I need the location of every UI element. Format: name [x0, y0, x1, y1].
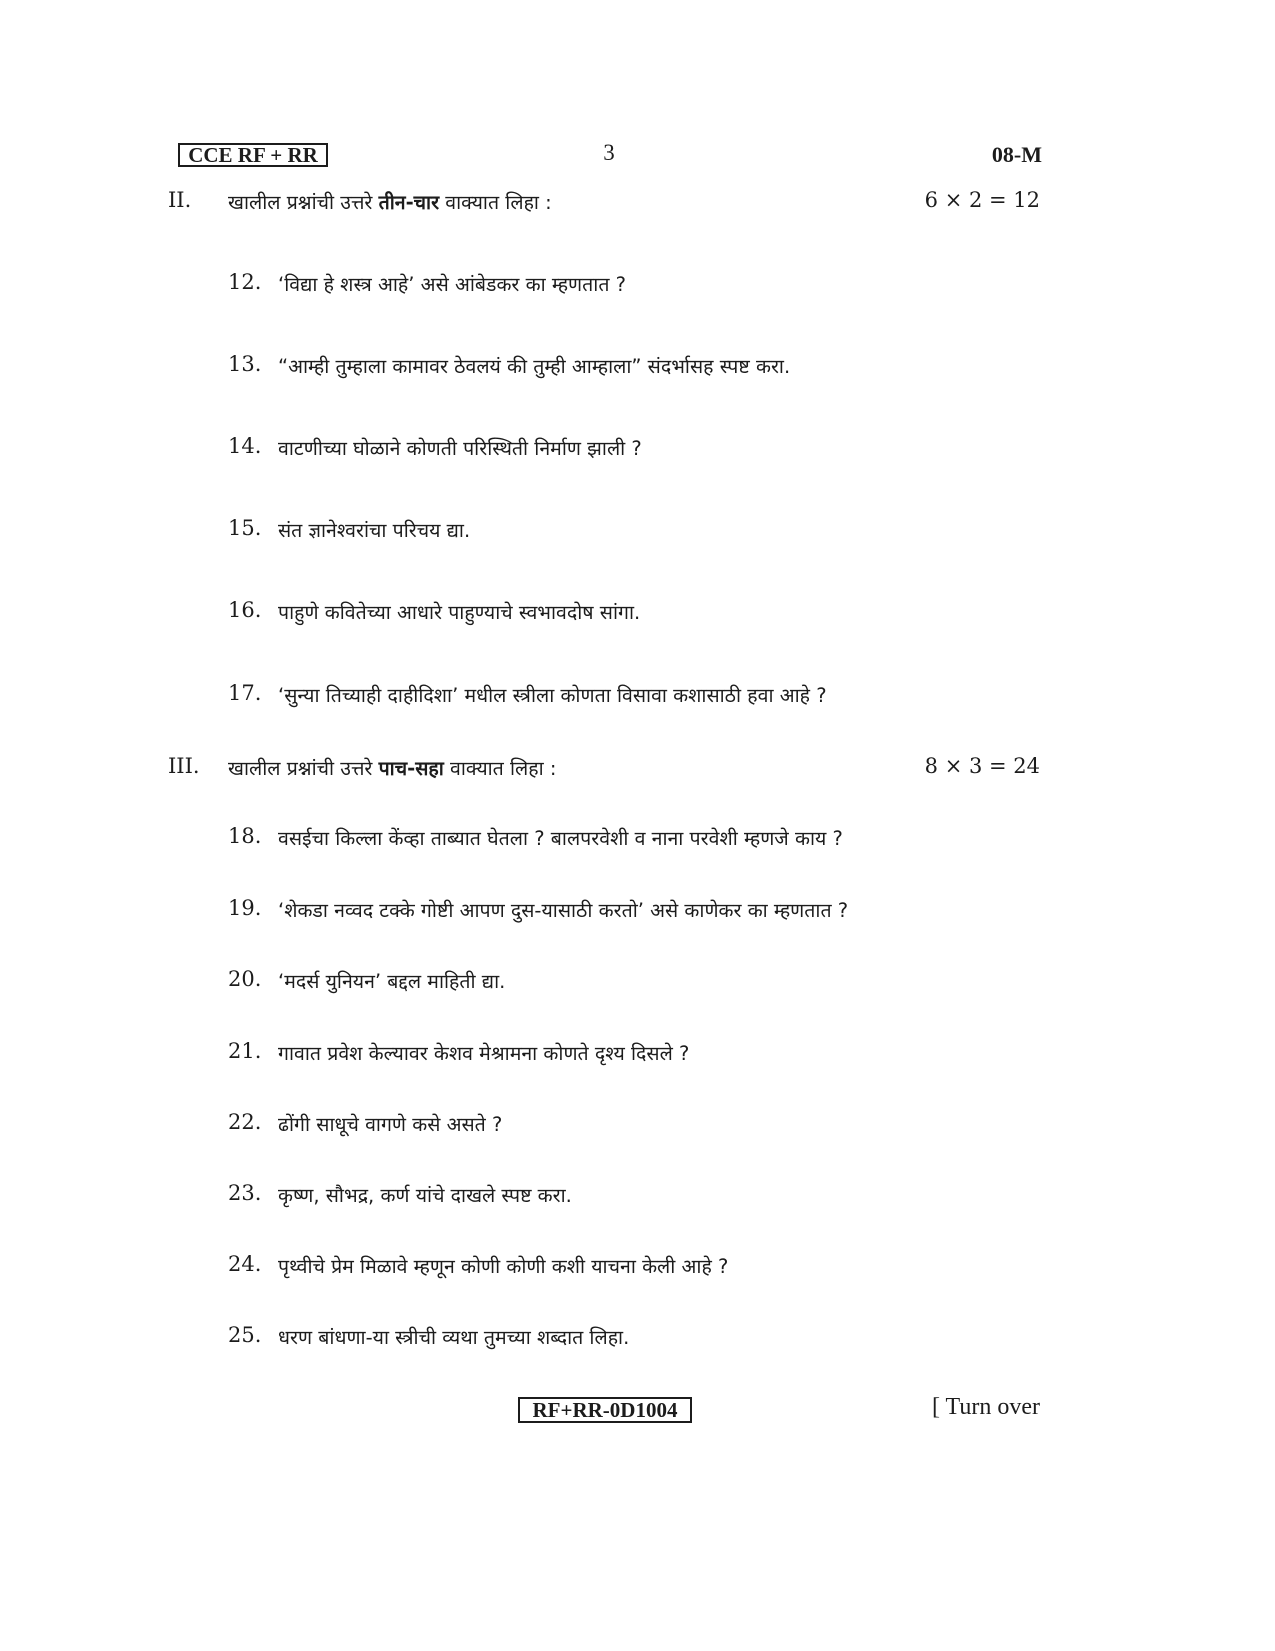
instruction-text: खालील प्रश्नांची उत्तरे	[228, 191, 379, 214]
question-text: ‘सुन्या तिच्याही दाहीदिशा’ मधील स्त्रीला कोणता विसावा कशासाठी हवा आहे ?	[278, 684, 827, 707]
question-number: 23.	[228, 1181, 262, 1205]
question-number: 13.	[228, 352, 262, 376]
question-number: 14.	[228, 434, 262, 458]
section-instruction	[228, 754, 556, 781]
question-number: 24.	[228, 1252, 262, 1276]
question-text: ‘विद्या हे शस्त्र आहे’ असे आंबेडकर का म्हणतात ?	[278, 273, 626, 296]
section-number: II.	[168, 188, 192, 212]
section-marks: 8 × 3 = 24	[924, 754, 1040, 778]
section-instruction	[228, 188, 552, 215]
turn-over-note: [ Turn over	[931, 1394, 1040, 1420]
page-number: 3	[603, 140, 615, 165]
question-text: पृथ्वीचे प्रेम मिळावे म्हणून कोणी कोणी कशी याचना केली आहे ?	[278, 1255, 729, 1278]
question-text: संत ज्ञानेश्वरांचा परिचय द्या.	[278, 519, 471, 542]
question-number: 20.	[228, 967, 262, 991]
question-text: ‘शेकडा नव्वद टक्के गोष्टी आपण दुस-यासाठी करतो’ असे काणेकर का म्हणतात ?	[278, 899, 849, 922]
section-number: III.	[168, 754, 200, 778]
instruction-text: वाक्यात लिहा :	[443, 757, 557, 780]
question-number: 12.	[228, 270, 262, 294]
question-number: 22.	[228, 1110, 262, 1134]
question-number: 25.	[228, 1323, 262, 1347]
question-number: 19.	[228, 896, 262, 920]
instruction-text: खालील प्रश्नांची उत्तरे	[228, 757, 379, 780]
question-text: “आम्ही तुम्हाला कामावर ठेवलयं की तुम्ही आम्हाला” संदर्भासह स्पष्ट करा.	[278, 355, 791, 378]
question-text: वसईचा किल्ला केंव्हा ताब्यात घेतला ? बालपरवेशी व नाना परवेशी म्हणजे काय ?	[278, 827, 843, 850]
paper-code: 08-M	[991, 142, 1042, 167]
instruction-emphasis: तीन-चार	[378, 191, 440, 214]
question-text: वाटणीच्या घोळाने कोणती परिस्थिती निर्माण झाली ?	[278, 437, 642, 460]
question-number: 18.	[228, 824, 262, 848]
footer-code-box: RF+RR-0D1004	[518, 1397, 692, 1423]
question-text: ढोंगी साधूचे वागणे कसे असते ?	[278, 1113, 503, 1136]
question-number: 16.	[228, 598, 262, 622]
question-number: 15.	[228, 516, 262, 540]
exam-code-box: CCE RF + RR	[178, 143, 328, 167]
question-number: 21.	[228, 1039, 262, 1063]
section-marks: 6 × 2 = 12	[924, 188, 1040, 212]
question-text: धरण बांधणा-या स्त्रीची व्यथा तुमच्या शब्दात लिहा.	[278, 1326, 630, 1349]
question-text: पाहुणे कवितेच्या आधारे पाहुण्याचे स्वभावदोष सांगा.	[278, 601, 641, 624]
question-number: 17.	[228, 681, 262, 705]
instruction-emphasis: पाच-सहा	[378, 757, 444, 780]
question-text: कृष्ण, सौभद्र, कर्ण यांचे दाखले स्पष्ट करा.	[278, 1184, 572, 1207]
question-text: ‘मदर्स युनियन’ बद्दल माहिती द्या.	[278, 970, 506, 993]
instruction-text: वाक्यात लिहा :	[439, 191, 552, 214]
question-text: गावात प्रवेश केल्यावर केशव मेश्रामना कोणते दृश्य दिसले ?	[278, 1042, 690, 1065]
